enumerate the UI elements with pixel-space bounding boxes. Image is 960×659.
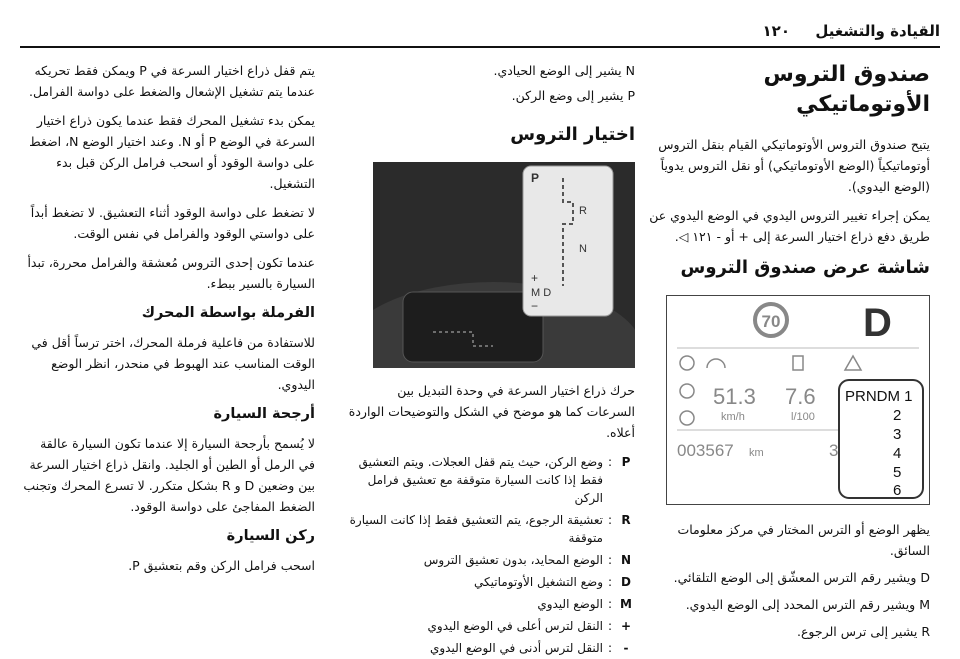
legend-row [345, 571, 635, 593]
legend-key: + [620, 619, 632, 633]
display-text-1: يظهر الوضع أو الترس المختار في مركز معلومات السائق. [677, 522, 930, 558]
header-title: القيادة والتشغيل [815, 22, 940, 40]
section-title-display: شاشة عرض صندوق التروس [680, 257, 930, 278]
legend-text: النقل لترس أعلى في الوضع اليدوي [427, 619, 603, 633]
instrument-cluster-illustration [666, 295, 930, 505]
pedal-paragraph: لا تضغط على دواسة الوقود أثناء التعشيق. لا تضغط أبداً على دواستي الوقود والفرامل في نفس الوقت. [30, 205, 315, 241]
legend-colon: : [607, 553, 613, 567]
legend-key: R [621, 513, 631, 527]
gear-label-3: 3 [893, 426, 902, 443]
parking-paragraph: اسحب فرامل الركن وقم بتعشيق P. [128, 558, 315, 573]
gate-r: R [579, 205, 587, 217]
legend-colon: : [607, 597, 613, 611]
gear-label-6: 6 [893, 482, 902, 499]
legend-row [345, 615, 635, 637]
legend-row [345, 637, 635, 659]
legend-row [345, 509, 635, 549]
fuel-unit: l/100 [791, 411, 815, 423]
legend-text: الوضع اليدوي [537, 597, 603, 611]
legend-row [345, 549, 635, 571]
manual-mode-paragraph: يمكن إجراء تغيير التروس اليدوي في الوضع اليدوي عن طريق دفع ذراع اختيار السرعة إلى + أو - ١٢١ ◁. [649, 208, 930, 244]
legend-text: وضع الركن، حيث يتم قفل العجلات. ويتم التعشيق فقط إذا كانت السيارة متوقفة مع تعشيق فرامل الركن [358, 455, 603, 505]
legend-text: النقل لترس أدنى في الوضع اليدوي [429, 641, 603, 655]
fuel-value: 7.6 [785, 384, 816, 409]
display-legend [645, 519, 930, 642]
display-text-d: D ويشير رقم الترس المعشّق إلى الوضع التلقائي. [673, 570, 930, 585]
intro-paragraph: يتيح صندوق التروس الأوتوماتيكي القيام بنقل التروس أوتوماتيكياً (الوضع الأوتوماتيكي) أو نقل التروس يدوياً (الوضع اليدوي). [658, 137, 930, 194]
legend-key: D [621, 575, 631, 589]
page-header [20, 22, 940, 48]
engine-braking-paragraph: للاستفادة من فاعلية فرملة المحرك، اختر ترساً أقل في الوقت المناسب عند الهبوط في منحدر، انظر الوضع اليدوي. [31, 335, 315, 392]
gate-n: N [579, 243, 587, 255]
legend-key: M [620, 597, 632, 611]
gear-caption: حرك ذراع اختيار السرعة في وحدة التبديل بين السرعات كما هو موضح في الشكل والتوضيحات الواردة أعلاه. [348, 383, 635, 440]
drive-letter: D [863, 301, 892, 345]
legend-key: P [621, 455, 631, 469]
odometer-value: 003567 [677, 441, 734, 460]
right-column [645, 60, 930, 648]
heading-parking: ركن السيارة [226, 528, 315, 544]
gear-selector-svg [373, 162, 635, 368]
gate-md: M D [531, 287, 552, 299]
legend-colon: : [607, 455, 613, 469]
gear-legend-table [345, 451, 635, 659]
lock-paragraph: يتم قفل ذراع اختيار السرعة في P ويمكن فقط تحريكه عندما يتم تشغيل الإشعال والضغط على دواسة الفرامل. [28, 63, 315, 99]
gear-label-4: 4 [893, 445, 902, 462]
odometer-unit: km [749, 447, 764, 459]
gear-label-2: 2 [893, 407, 902, 424]
trip-value: 3 [829, 441, 839, 460]
creep-paragraph: عندما تكون إحدى التروس مُعشقة والفرامل محررة، تبدأ السيارة بالسير ببطء. [27, 255, 315, 291]
legend-colon: : [607, 641, 613, 655]
park-line: P يشير إلى وضع الركن. [511, 88, 635, 103]
gate-p: P [531, 171, 540, 185]
avg-speed-value: 51.3 [713, 384, 756, 409]
legend-colon: : [607, 619, 613, 633]
legend-key: - [623, 641, 629, 655]
left-column [20, 60, 315, 584]
avg-speed-unit: km/h [721, 411, 745, 423]
section-title-automatic-transmission: صندوق التروس الأوتوماتيكي [763, 62, 930, 117]
page-number: ١٢٠ [762, 22, 790, 40]
gear-label-5: 5 [893, 464, 902, 481]
legend-row [345, 451, 635, 509]
gear-selector-photo [373, 162, 635, 368]
display-text-r: R يشير إلى ترس الرجوع. [796, 624, 930, 639]
heading-engine-braking: الفرملة بواسطة المحرك [141, 305, 315, 321]
gear-label-1: PRNDM 1 [845, 388, 913, 405]
neutral-line: N يشير إلى الوضع الحيادي. [493, 63, 635, 78]
gate-minus: − [531, 299, 539, 313]
heading-rocking: أرجحة السيارة [213, 406, 315, 422]
section-title-gear-selection: اختيار التروس [510, 124, 635, 145]
cluster-svg [667, 296, 929, 504]
legend-row [345, 593, 635, 615]
legend-colon: : [607, 513, 613, 527]
start-paragraph: يمكن بدء تشغيل المحرك فقط عندما يكون ذراع اختيار السرعة في الوضع P أو N. وعند اختيار الوضع N، اضغط على دواسة الوقود أو اسحب فرامل الركن قبل بدء التشغيل. [29, 113, 315, 191]
legend-key: N [620, 553, 632, 567]
speed-limit-value: 70 [761, 312, 781, 331]
legend-text: تعشيقة الرجوع، يتم التعشيق فقط إذا كانت السيارة متوقفة [349, 513, 603, 545]
gate-plus: + [531, 271, 539, 285]
legend-text: وضع التشغيل الأوتوماتيكي [474, 575, 603, 589]
legend-colon: : [607, 575, 613, 589]
display-text-m: M ويشير رقم الترس المحدد إلى الوضع اليدوي. [685, 597, 930, 612]
middle-column [345, 60, 635, 659]
legend-text: الوضع المحايد، بدون تعشيق التروس [423, 553, 603, 567]
rocking-paragraph: لا يُسمح بأرجحة السيارة إلا عندما تكون السيارة عالقة في الرمل أو الطين أو الجليد. وانقل ذراع اختيار السرعة بين وضعين D و R بشكل متكرر. لا تسرع المحرك وتجنب الضغط المفاجئ على دواسة الوقود. [23, 436, 315, 514]
